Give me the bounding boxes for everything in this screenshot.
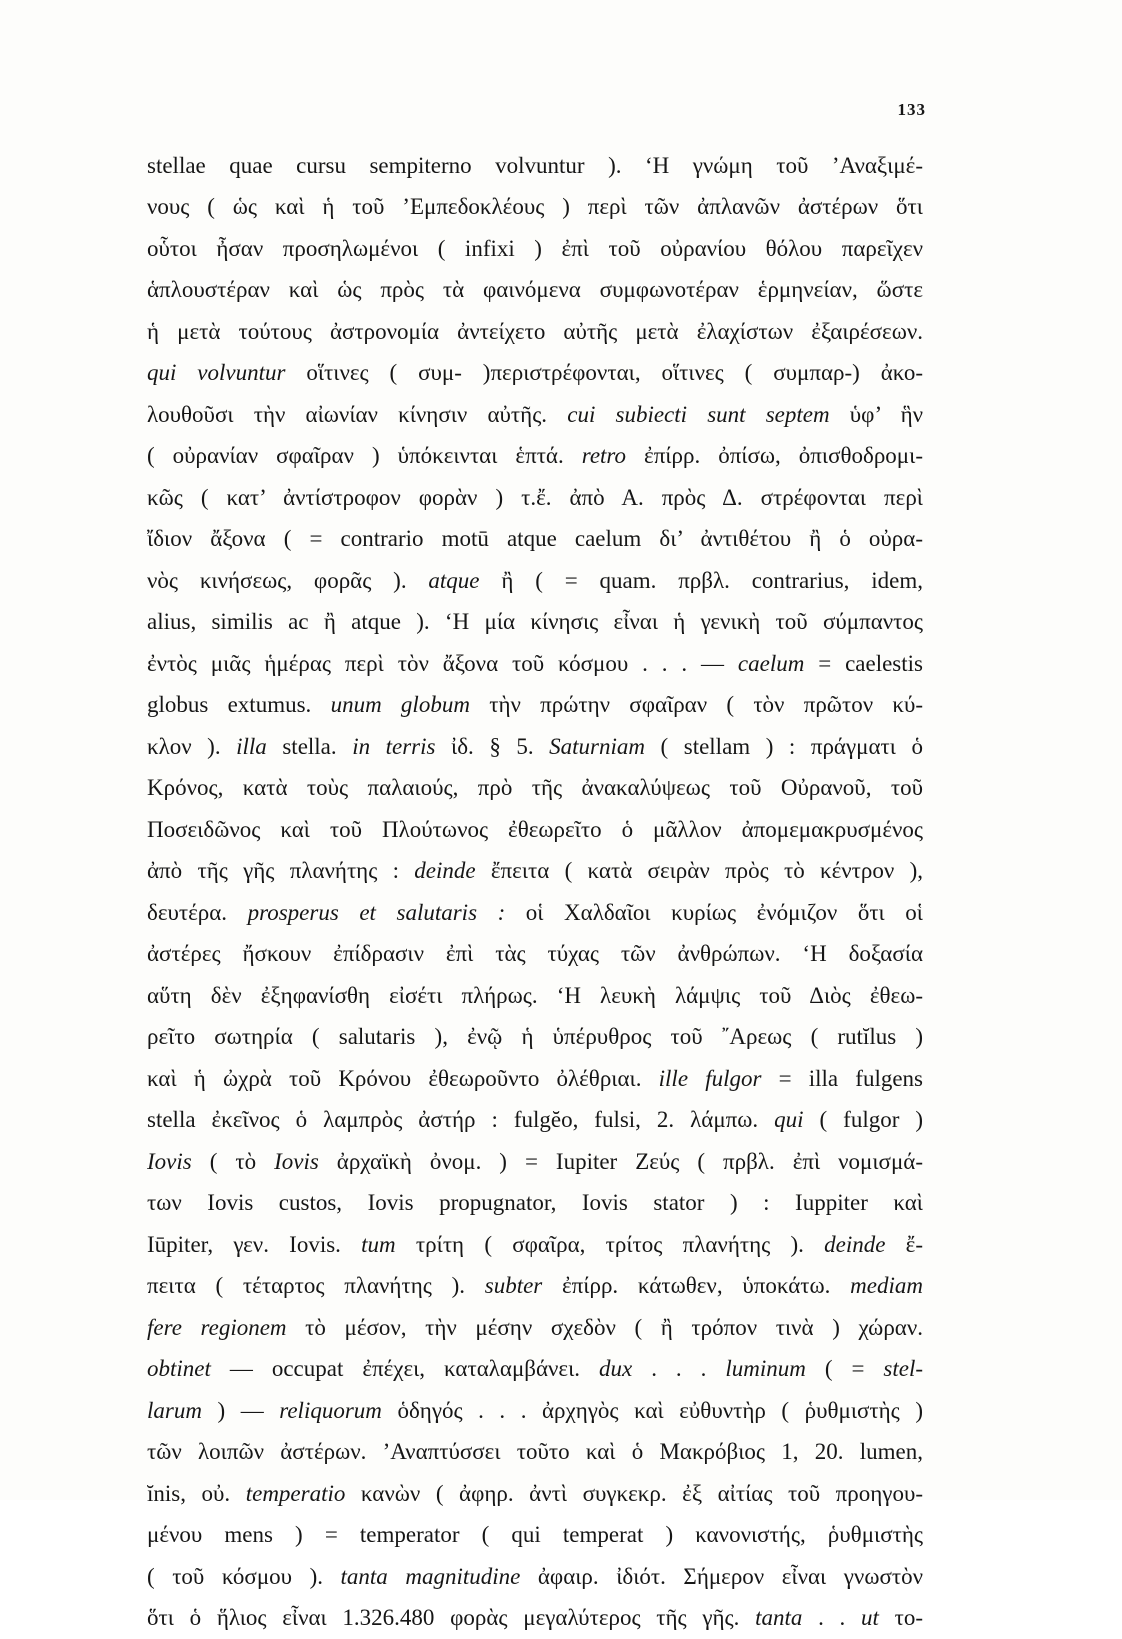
text-segment: νους ( ὡς καὶ ἡ τοῦ ’Εμπεδοκλέους ) περὶ τῶν ἀπλανῶν ἀστέρων ὅτι	[147, 194, 923, 219]
text-segment: ( οὐρανίαν σφαῖραν ) ὑπόκεινται ἑπτά.	[147, 443, 582, 468]
text-segment: καὶ ἡ ὠχρὰ τοῦ Κρόνου ἐθεωροῦντο ὀλέθριαι.	[147, 1065, 659, 1091]
text-segment: ἡ μετὰ τούτους ἀστρονομία ἀντείχετο αὐτῆς μετὰ ἐλαχίστων ἐξαιρέσεων.	[147, 318, 923, 344]
text-segment: ἐντὸς μιᾶς ἡμέρας περὶ τὸν ἄξονα τοῦ κόσμου . . . —	[147, 650, 738, 676]
text-segment: alius, similis ac ἢ atque ). ‘Η μία κίνησις εἶναι ἡ γενικὴ τοῦ σύμπαντος	[147, 609, 923, 634]
text-line	[147, 1058, 923, 1100]
text-line	[147, 850, 923, 892]
text-segment: οἵτινες ( συμ- )περιστρέφονται, οἵτινες ( συμπαρ-) ἀκο-	[285, 360, 923, 385]
text-segment: ὑφ’ ἣν	[829, 401, 923, 427]
text-segment: ἴδιον ἄξονα ( = contrario motū atque caelum δι’ ἀντιθέτου ἢ ὁ οὐρα-	[147, 526, 923, 551]
text-line	[147, 1431, 923, 1473]
text-line	[147, 601, 923, 643]
text-segment: οὗτοι ἦσαν προσηλωμένοι ( infixi ) ἐπὶ τοῦ οὐρανίου θόλου παρεῖχεν	[147, 235, 923, 261]
text-segment: ἀπὸ τῆς γῆς πλανήτης :	[147, 858, 415, 883]
text-segment: τὴν πρώτην σφαῖραν ( τὸν πρῶτον κύ-	[469, 692, 923, 717]
text-segment: των Iovis custos, Iovis propugnator, Iovis stator ) : Iuppiter καὶ	[147, 1190, 923, 1215]
italic-segment: Iovis	[147, 1148, 192, 1174]
text-line	[147, 809, 923, 851]
text-line	[147, 352, 923, 394]
text-line	[147, 146, 923, 186]
text-line	[147, 1348, 923, 1390]
text-segment: Iūpiter, γεν. Iovis.	[147, 1231, 362, 1257]
italic-segment: Saturniam	[549, 733, 645, 759]
text-line	[147, 684, 923, 726]
text-segment: ( τὸ	[191, 1148, 275, 1174]
text-segment: . .	[802, 1605, 862, 1630]
italic-segment: ut	[861, 1605, 879, 1630]
text-line	[147, 726, 923, 768]
text-segment: ( τοῦ κόσμου ).	[147, 1563, 341, 1589]
text-segment: κῶς ( κατ’ ἀντίστροφον φορὰν ) τ.ἔ. ἀπὸ Α. πρὸς Δ. στρέφονται περὶ	[147, 484, 923, 510]
text-segment: ἔπειτα ( κατὰ σειρὰν πρὸς τὸ κέντρον ),	[475, 858, 923, 883]
text-segment: ( stellam ) : πράγματι ὁ	[645, 733, 923, 759]
italic-segment: Iovis	[274, 1148, 319, 1174]
italic-segment: subter	[484, 1273, 543, 1298]
text-segment: stella ἐκεῖνος ὁ λαμπρὸς ἀστήρ : fulgĕo, fulsi, 2. λάμπω.	[147, 1107, 775, 1132]
text-line	[147, 228, 923, 270]
italic-segment: in terris	[352, 733, 436, 759]
italic-segment: unum globum	[330, 692, 470, 717]
italic-segment: mediam	[850, 1273, 923, 1298]
text-line	[147, 1597, 923, 1639]
text-line	[147, 1390, 923, 1432]
text-segment: . . .	[632, 1356, 726, 1381]
text-segment: νὸς κινήσεως, φορᾶς ).	[147, 567, 429, 593]
text-segment: οἱ Χαλδαῖοι κυρίως ἐνόμιζον ὅτι οἱ	[505, 899, 923, 925]
text-segment: κανὼν ( ἀφηρ. ἀντὶ συγκεκρ. ἐξ αἰτίας τοῦ προηγου-	[345, 1480, 923, 1506]
text-segment: δευτέρα.	[147, 899, 248, 925]
text-segment: globus extumus.	[147, 692, 331, 717]
italic-segment: reliquorum	[279, 1397, 382, 1423]
text-segment: = caelestis	[804, 650, 923, 676]
italic-segment: tum	[361, 1231, 396, 1257]
text-line	[147, 1099, 923, 1141]
italic-segment: temperatio	[245, 1480, 346, 1506]
text-segment: τῶν λοιπῶν ἀστέρων. ’Αναπτύσσει τοῦτο καὶ ὁ Μακρόβιος 1, 20. lumen,	[147, 1439, 923, 1464]
text-line	[147, 1016, 923, 1058]
text-segment: ĭnis, οὐ.	[147, 1480, 246, 1506]
text-line	[147, 975, 923, 1017]
text-segment: ὁδηγός . . . ἀρχηγὸς καὶ εὐθυντὴρ ( ῥυθμιστὴς )	[381, 1397, 923, 1423]
text-segment: λουθοῦσι τὴν αἰωνίαν κίνησιν αὐτῆς.	[147, 401, 568, 427]
italic-segment: tanta	[755, 1605, 803, 1630]
text-segment: — occupat ἐπέχει, καταλαμβάνει.	[210, 1356, 599, 1381]
italic-segment: luminum	[725, 1356, 806, 1381]
text-line	[147, 435, 923, 477]
italic-segment: fere regionem	[147, 1314, 287, 1340]
text-segment: Ποσειδῶνος καὶ τοῦ Πλούτωνος ἐθεωρεῖτο ὁ μᾶλλον ἀπομεμακρυσμένος	[147, 816, 923, 842]
italic-segment: ille fulgor	[658, 1065, 762, 1091]
text-line	[147, 1473, 923, 1515]
text-segment: ἀστέρες ἤσκουν ἐπίδρασιν ἐπὶ τὰς τύχας τῶν ἀνθρώπων. ‘Η δοξασία	[147, 941, 923, 966]
italic-segment: prosperus et salutaris :	[247, 899, 506, 925]
italic-segment: deinde	[414, 858, 476, 883]
italic-segment: atque	[428, 567, 480, 593]
text-line	[147, 394, 923, 436]
italic-segment: stel-	[883, 1356, 923, 1381]
text-segment: ἐπίρρ. ὀπίσω, ὀπισθοδρομι-	[626, 443, 923, 468]
italic-segment: qui	[774, 1107, 804, 1132]
text-segment: Κρόνος, κατὰ τοὺς παλαιούς, πρὸ τῆς ἀνακαλύψεως τοῦ Οὐρανοῦ, τοῦ	[147, 775, 923, 800]
text-segment: stellae quae cursu sempiterno volvuntur ). ‘Η γνώμη τοῦ ’Αναξιμέ-	[147, 153, 923, 178]
text-segment: ἐπίρρ. κάτωθεν, ὑποκάτω.	[542, 1273, 851, 1298]
text-line	[147, 1307, 923, 1349]
text-segment: κλον ).	[147, 733, 237, 759]
text-segment: ἀφαιρ. ἰδιότ. Σήμερον εἶναι γνωστὸν	[520, 1563, 923, 1589]
italic-segment: qui volvuntur	[147, 360, 286, 385]
text-segment: ἁπλουστέραν καὶ ὡς πρὸς τὰ φαινόμενα συμφωνοτέραν ἑρμηνείαν, ὥστε	[147, 277, 923, 302]
text-segment: ἀρχαϊκὴ ὀνομ. ) = Iupiter Ζεύς ( πρβλ. ἐπὶ νομισμά-	[318, 1148, 923, 1174]
text-segment: ὅτι ὁ ἥλιος εἶναι 1.326.480 φορὰς μεγαλύτερος τῆς γῆς.	[147, 1605, 756, 1630]
text-segment: ( =	[805, 1356, 884, 1381]
text-segment: ἢ ( = quam. πρβλ. contrarius, idem,	[479, 567, 923, 593]
text-segment: το-	[878, 1605, 923, 1630]
italic-segment: deinde	[824, 1231, 886, 1257]
text-line	[147, 1182, 923, 1224]
text-line	[147, 892, 923, 934]
text-segment: ( fulgor )	[803, 1107, 923, 1132]
text-line	[147, 1141, 923, 1183]
italic-segment: tanta magnitudine	[340, 1563, 521, 1589]
italic-segment: illa	[236, 733, 267, 759]
text-line	[147, 477, 923, 519]
text-segment: = illa fulgens	[761, 1065, 923, 1091]
text-segment: ἔ-	[885, 1231, 923, 1257]
text-line	[147, 518, 923, 560]
italic-segment: obtinet	[147, 1356, 211, 1381]
text-line	[147, 1556, 923, 1598]
italic-segment: dux	[599, 1356, 633, 1381]
text-line	[147, 186, 923, 228]
text-segment: ἰδ. § 5.	[435, 733, 550, 759]
text-segment: πειτα ( τέταρτος πλανήτης ).	[147, 1273, 485, 1298]
text-line	[147, 1514, 923, 1556]
text-segment: ) —	[201, 1397, 280, 1423]
text-line	[147, 560, 923, 602]
text-segment: stella.	[266, 733, 353, 759]
text-line	[147, 643, 923, 685]
text-line	[147, 269, 923, 311]
text-segment: μένου mens ) = temperator ( qui temperat ) κανονιστής, ῥυθμιστὴς	[147, 1522, 923, 1547]
text-segment: τρίτη ( σφαῖρα, τρίτος πλανήτης ).	[395, 1231, 825, 1257]
italic-segment: cui subiecti sunt septem	[567, 401, 830, 427]
page-number: 133	[897, 100, 926, 119]
italic-segment: retro	[581, 443, 627, 468]
italic-segment: caelum	[737, 650, 805, 676]
text-line	[147, 767, 923, 809]
text-line	[147, 311, 923, 353]
text-line	[147, 933, 923, 975]
italic-segment: larum	[147, 1397, 202, 1423]
text-segment: τὸ μέσον, τὴν μέσην σχεδὸν ( ἢ τρόπον τινὰ ) χώραν.	[286, 1314, 923, 1340]
text-line	[147, 1224, 923, 1266]
text-segment: ρεῖτο σωτηρία ( salutaris ), ἐνῷ ἡ ὑπέρυθρος τοῦ ῎Αρεως ( rutĭlus )	[147, 1024, 923, 1049]
body-text	[147, 146, 923, 1639]
text-segment: αὕτη δὲν ἐξηφανίσθη εἰσέτι πλήρως. ‘Η λευκὴ λάμψις τοῦ Διὸς ἐθεω-	[147, 982, 923, 1008]
text-line	[147, 1265, 923, 1307]
